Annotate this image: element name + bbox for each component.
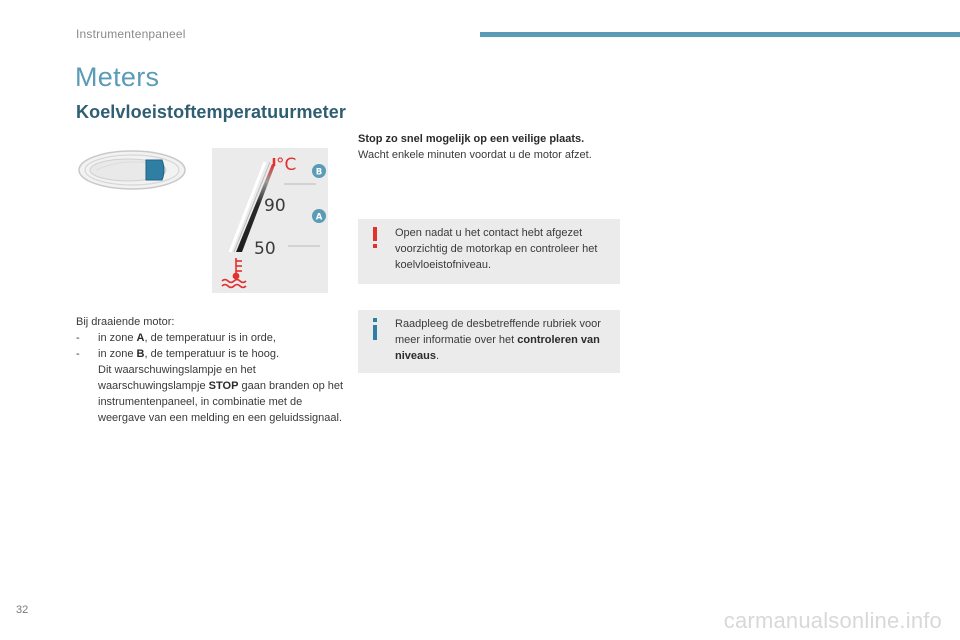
list-item-zone-a: - in zone A, de temperatuur is in orde, <box>76 332 276 344</box>
stop-instruction: Stop zo snel mogelijk op een veilige plaats. <box>358 133 585 145</box>
info-i-icon <box>370 318 380 340</box>
instrument-cluster-illustration <box>76 148 188 192</box>
list-item-zone-b: - in zone B, de temperatuur is te hoog. <box>76 348 280 360</box>
warning-note <box>358 219 620 284</box>
section-heading: Koelvloeistoftemperatuurmeter <box>76 102 346 122</box>
header-accent-bar <box>480 32 960 37</box>
zone-a-badge: A <box>315 212 323 223</box>
body-text <box>76 314 344 426</box>
running-header: Instrumentenpaneel <box>76 27 186 41</box>
page-heading: Meters <box>75 62 160 92</box>
info-note: Raadpleeg de desbetreffende rubriek voor meer informatie over het controleren van niveaus. <box>358 310 620 373</box>
stop-label: STOP <box>208 380 239 392</box>
zone-b-badge: B <box>315 167 323 178</box>
warning-exclamation-icon <box>370 227 380 249</box>
wait-instruction: Wacht enkele minuten voordat u de motor afzet. <box>358 149 592 161</box>
body-intro: Bij draaiende motor: <box>76 316 175 328</box>
gauge-tick-90: 90 <box>264 196 286 216</box>
list-item-continuation: Dit waarschuwingslampje en het waarschuwingslampje STOP gaan branden op het instrumentenpaneel, in combinatie met de weergave van een melding en een geluidssignaal. <box>98 364 344 424</box>
gauge-unit-label: °C <box>276 155 297 175</box>
warning-note-text: Open nadat u het contact hebt afgezet voorzichtig de motorkap en controleer het koelvloeistofniveau. <box>395 227 598 271</box>
zone-b-ref: B <box>136 348 145 360</box>
page-number: 32 <box>16 604 29 616</box>
zone-a-ref: A <box>136 332 145 344</box>
coolant-temperature-gauge <box>212 148 328 293</box>
info-note-bold: controleren van niveaus <box>395 334 600 362</box>
right-column-text <box>358 131 620 163</box>
watermark: carmanualsonline.info <box>723 608 942 633</box>
gauge-tick-50: 50 <box>254 239 276 259</box>
